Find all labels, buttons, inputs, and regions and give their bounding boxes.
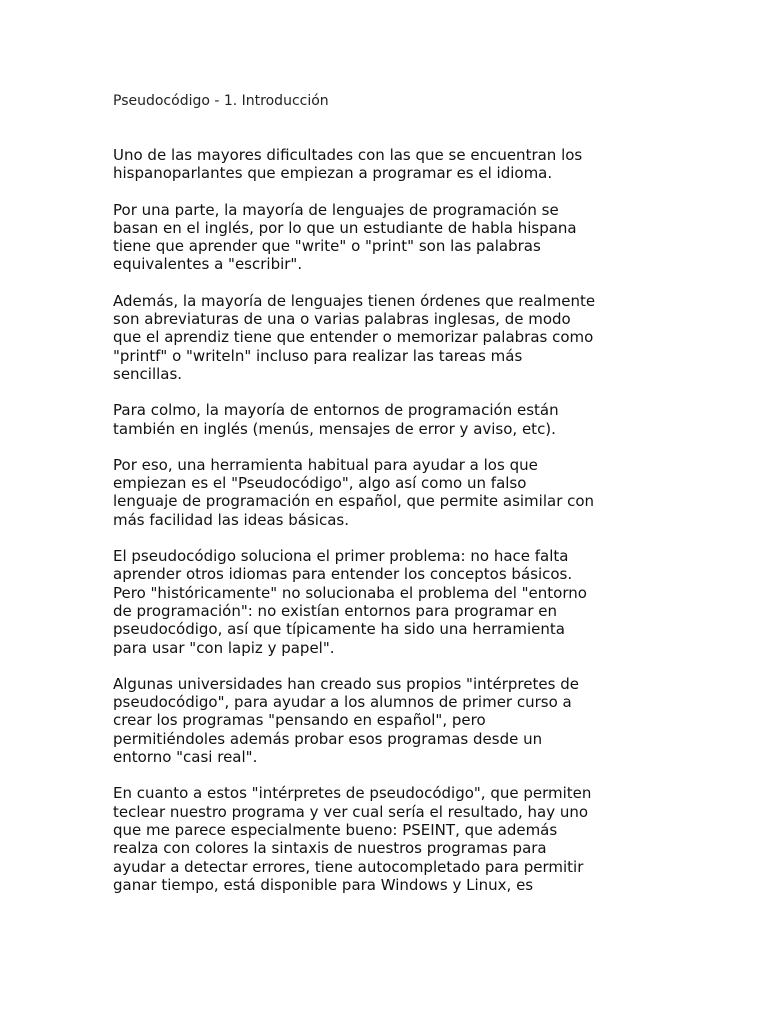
paragraph-2: Por una parte, la mayoría de lenguajes de programación se basan en el inglés, por lo que un estudiante de habla hispana tiene que aprender que "write" o "print" son las palabras equivalentes a "escribir".	[113, 200, 577, 274]
document-body	[113, 146, 658, 912]
paragraph-6: El pseudocódigo soluciona el primer problema: no hace falta aprender otros idiomas para entender los conceptos básicos. Pero "históricamente" no solucionaba el problema del "entorno de programación": no existían entornos para programar en pseudocódigo, así que típicamente ha sido una herramienta para usar "con lapiz y papel".	[113, 547, 587, 657]
document-title: Pseudocódigo - 1. Introducción	[113, 93, 329, 109]
paragraph-3: Además, la mayoría de lenguajes tienen órdenes que realmente son abreviaturas de una o varias palabras inglesas, de modo que el aprendiz tiene que entender o memorizar palabras como "printf" o "writeln" incluso para realizar las tareas más sencillas.	[113, 291, 596, 383]
paragraph-5: Por eso, una herramienta habitual para ayudar a los que empiezan es el "Pseudocódigo", algo así como un falso lenguaje de programación en español, que permite asimilar con más facilidad las ideas básicas.	[113, 455, 595, 529]
paragraph-4: Para colmo, la mayoría de entornos de programación están también en inglés (menús, mensajes de error y aviso, etc).	[113, 401, 559, 438]
paragraph-1: Uno de las mayores dificultades con las que se encuentran los hispanoparlantes que empiezan a programar es el idioma.	[113, 146, 583, 183]
paragraph-7: Algunas universidades han creado sus propios "intérpretes de pseudocódigo", para ayudar a los alumnos de primer curso a crear los programas "pensando en español", pero permitiéndoles además probar esos programas desde un entorno "casi real".	[113, 674, 579, 767]
paragraph-8: En cuanto a estos "intérpretes de pseudocódigo", que permiten teclear nuestro programa y ver cual sería el resultado, hay uno que me parece especialmente bueno: PSEINT, que además realza con colores la sintaxis de nuestros programas para ayudar a detectar errores, tiene autocompletado para permitir ganar tiempo, está disponible para Windows y Linux, es	[113, 784, 592, 894]
